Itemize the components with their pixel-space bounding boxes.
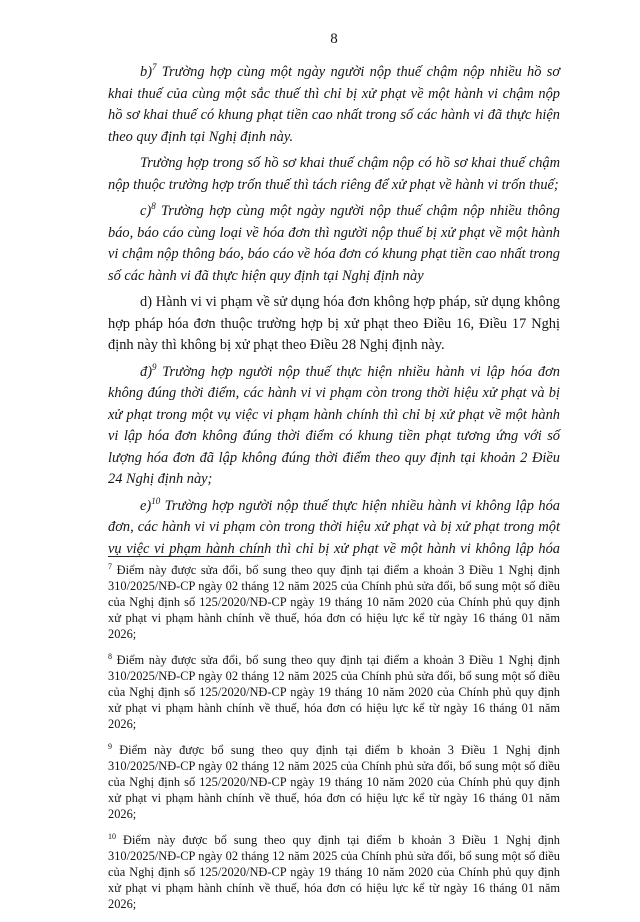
footnote-text: Điểm này được bổ sung theo quy định tại điểm b khoản 3 Điều 1 Nghị định 310/2025/NĐ-CP ngày 02 tháng 12 năm 2025 của Chính phủ sửa đổi, bổ sung một số điều của Nghị định số 125/2020/NĐ-CP ngày 19 tháng 10 năm 2020 của Chính phủ quy định xử phạt vi phạm hành chính về thuế, hóa đơn có hiệu lực kể từ ngày 16 tháng 01 năm 2026; (108, 743, 560, 821)
main-text (108, 62, 560, 565)
footnote-8 (108, 652, 560, 732)
point-b (108, 62, 560, 148)
paragraph-text: Trường hợp người nộp thuế thực hiện nhiều hành vi lập hóa đơn không đúng thời điểm, các hành vi vi phạm còn trong thời hiệu xử phạt và bị xử phạt trong một vụ việc vi phạm hành chính thì chỉ bị xử phạt về một hành vi lập hóa đơn không đúng thời điểm có khung tiền phạt tương ứng với số lượng hóa đơn đã lập không đúng thời điểm theo quy định tại khoản 2 Điều 24 Nghị định này; (108, 363, 560, 487)
paragraph-text: Trường hợp người nộp thuế thực hiện nhiều hành vi không lập hóa đơn, các hành vi vi phạm còn trong thời hiệu xử phạt và bị xử phạt trong một vụ việc vi phạm hành chính thì chỉ bị xử phạt về một hành vi không lập hóa (108, 497, 560, 557)
footnote-ref: 7 (152, 62, 157, 72)
footnote-10 (108, 832, 560, 912)
footnote-ref: 10 (151, 495, 161, 506)
footnote-ref: 9 (152, 361, 157, 372)
point-e (108, 496, 560, 561)
footnote-text: Điểm này được sửa đổi, bổ sung theo quy định tại điểm a khoản 3 Điều 1 Nghị định 310/2025/NĐ-CP ngày 02 tháng 12 năm 2025 của Chính phủ sửa đổi, bổ sung một số điều của Nghị định số 125/2020/NĐ-CP ngày 19 tháng 10 năm 2020 của Chính phủ quy định xử phạt vi phạm hành chính về thuế, hóa đơn có hiệu lực kể từ ngày 16 tháng 01 năm 2026; (108, 653, 560, 731)
footnote-9 (108, 742, 560, 822)
point-label: e) (140, 497, 152, 514)
point-label: c) (140, 203, 152, 219)
point-dd (108, 362, 560, 491)
footnotes (108, 562, 560, 922)
point-label: đ) (140, 363, 152, 380)
footnote-separator (108, 556, 264, 557)
paragraph-text: Trường hợp cùng một ngày người nộp thuế chậm nộp nhiều thông báo, báo cáo cùng loại về hóa đơn thì người nộp thuế bị xử phạt về một hành vi chậm nộp thông báo, báo cáo về hóa đơn có khung phạt tiền cao nhất trong số các hành vi đã thực hiện quy định tại Nghị định này (108, 203, 560, 284)
footnote-7 (108, 562, 560, 642)
point-label: d) (140, 294, 152, 310)
page-number: 8 (330, 31, 338, 47)
footnote-text: Điểm này được sửa đổi, bổ sung theo quy định tại điểm a khoản 3 Điều 1 Nghị định 310/2025/NĐ-CP ngày 02 tháng 12 năm 2025 của Chính phủ sửa đổi, bổ sung một số điều của Nghị định số 125/2020/NĐ-CP ngày 19 tháng 10 năm 2020 của Chính phủ quy định xử phạt vi phạm hành chính về thuế, hóa đơn có hiệu lực kể từ ngày 16 tháng 01 năm 2026; (108, 563, 560, 641)
footnote-number: 7 (108, 562, 112, 571)
paragraph-text: Trường hợp trong số hồ sơ khai thuế chậm nộp có hồ sơ khai thuế chậm nộp thuộc trường hợp trốn thuế thì tách riêng để xử phạt về hành vi trốn thuế; (108, 155, 560, 193)
footnote-number: 10 (108, 832, 116, 841)
point-b-continuation (108, 153, 560, 196)
footnote-ref: 8 (151, 201, 156, 211)
paragraph-text: Hành vi vi phạm về sử dụng hóa đơn không hợp pháp, sử dụng không hợp pháp hóa đơn thuộc trường hợp bị xử phạt theo Điều 16, Điều 17 Nghị định này thì không bị xử phạt theo Điều 28 Nghị định này. (108, 294, 560, 353)
point-d (108, 292, 560, 357)
footnote-number: 9 (108, 742, 112, 751)
point-label: b) (140, 64, 152, 80)
footnote-text: Điểm này được bổ sung theo quy định tại điểm b khoản 3 Điều 1 Nghị định 310/2025/NĐ-CP ngày 02 tháng 12 năm 2025 của Chính phủ sửa đổi, bổ sung một số điều của Nghị định số 125/2020/NĐ-CP ngày 19 tháng 10 năm 2020 của Chính phủ quy định xử phạt vi phạm hành chính về thuế, hóa đơn có hiệu lực kể từ ngày 16 tháng 01 năm 2026; (108, 833, 560, 911)
paragraph-text: Trường hợp cùng một ngày người nộp thuế chậm nộp nhiều hồ sơ khai thuế của cùng một sắc thuế thì chỉ bị xử phạt về một hành vi chậm nộp hồ sơ khai thuế có khung phạt tiền cao nhất trong số các hành vi đã thực hiện theo quy định tại Nghị định này. (108, 64, 560, 145)
footnote-number: 8 (108, 652, 112, 661)
point-c (108, 201, 560, 287)
